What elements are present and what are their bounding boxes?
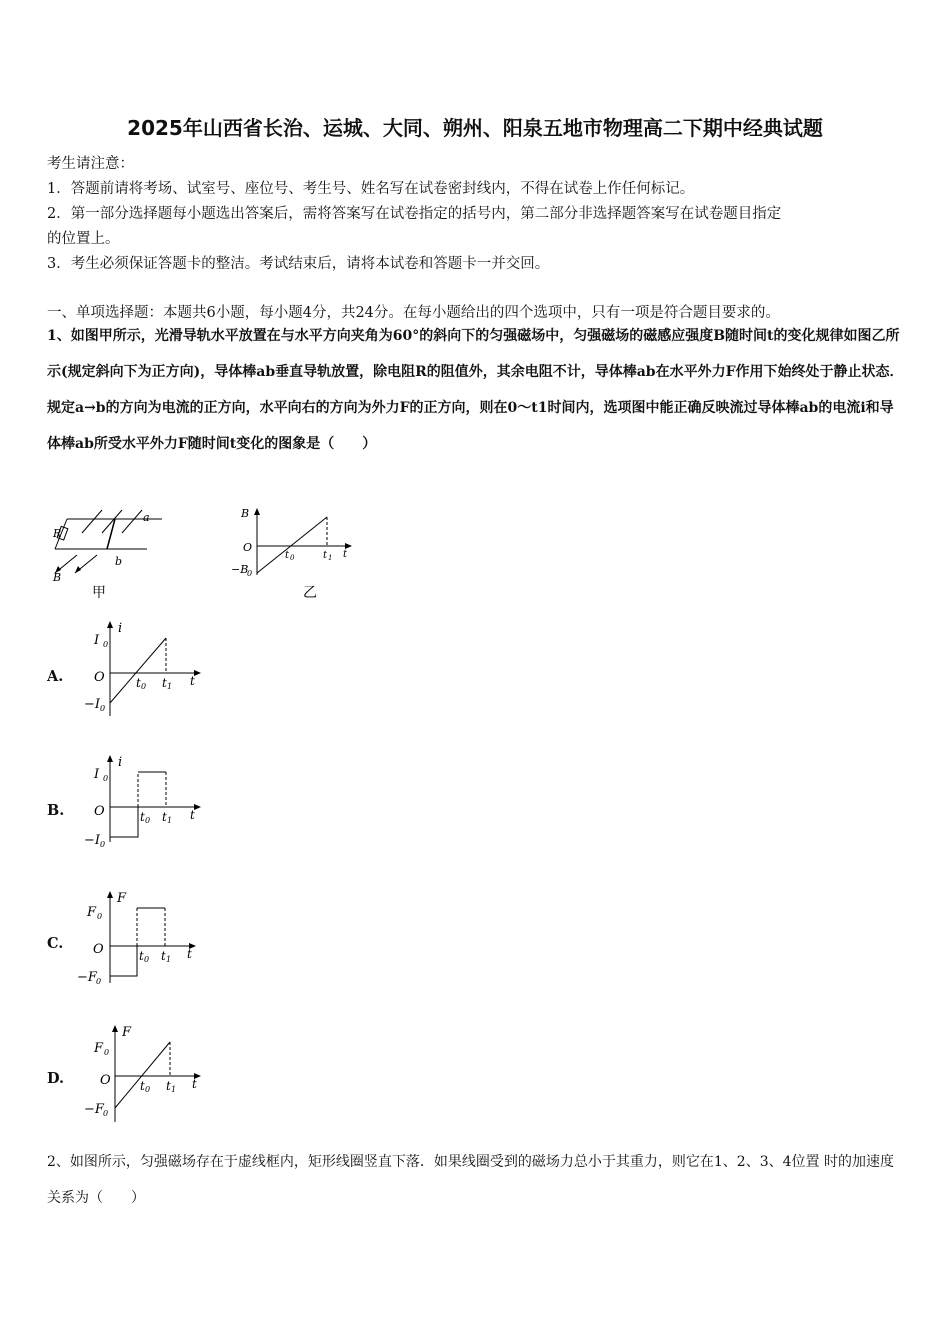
label-neg-B0: −B <box>231 563 249 576</box>
axis-label: F <box>117 891 127 906</box>
sub-label: 0 <box>145 816 151 825</box>
neg-label: −F <box>77 970 97 985</box>
figure-jia <box>47 505 177 600</box>
sub-label: 0 <box>144 955 150 964</box>
question-1-text: 1、如图甲所示，光滑导轨水平放置在与水平方向夹角为60°的斜向下的匀强磁场中，匀强磁场的磁感应强度B随时间t的变化规律如图乙所示(规定斜向下为正方向)，导体棒ab垂直导轨放置，除电阻R的阻值外，其余电阻不计，导体棒ab在水平外力F作用下始终处于静止状态．规定a→b的方向为电流的正方向，水平向右的方向为外力F的正方向，则在0～t1时间内，选项图中能正确反映流过导体棒ab的电流i和导体棒ab所受水平外力F随时间t变化的图象是（ ） <box>47 328 904 452</box>
pos-label: F <box>94 1041 104 1056</box>
t0-label: t <box>136 676 141 690</box>
option-c-label[interactable]: C. <box>47 935 64 952</box>
figure-jia-caption: 甲 <box>92 585 106 600</box>
t1-label: t <box>166 1079 171 1093</box>
t1-label: t <box>161 949 166 963</box>
pos-label: F <box>87 905 97 920</box>
notice-item: 2．第一部分选择题每小题选出答案后，需将答案写在试卷指定的括号内，第二部分非选择题答案写在试卷题目指定 <box>47 206 782 222</box>
label-B: B <box>53 571 62 584</box>
option-a-label[interactable]: A. <box>47 668 64 685</box>
label-B-axis: B <box>241 507 250 520</box>
t0-label: t <box>140 1079 145 1093</box>
label-t-axis: t <box>343 549 348 560</box>
sub-label: 0 <box>103 640 109 649</box>
neg-label: −I <box>84 833 101 848</box>
t1-label: t <box>162 810 167 824</box>
label-sub0: 0 <box>247 569 253 578</box>
sub-label: 0 <box>145 1085 151 1094</box>
sub-label: 1 <box>167 816 173 825</box>
origin-label: O <box>93 942 104 957</box>
axis-label: i <box>118 621 123 636</box>
sub-label: 1 <box>166 955 172 964</box>
figure-yi-caption: 乙 <box>303 585 317 600</box>
axis-label: i <box>118 755 123 770</box>
notice-item: 3．考生必须保证答题卡的整洁。考试结束后，请将本试卷和答题卡一并交回。 <box>47 256 550 272</box>
question-2-text: 2、如图所示，匀强磁场存在于虚线框内，矩形线圈竖直下落．如果线圈受到的磁场力总小于其重力，则它在1、2、3、4位置 时的加速度关系为（ ） <box>47 1154 894 1206</box>
pos-label: I <box>94 633 100 648</box>
label-R: R <box>53 527 62 540</box>
option-d-graph <box>80 1022 210 1127</box>
pos-label: I <box>94 767 100 782</box>
origin-label: O <box>100 1073 111 1088</box>
sub-label: 1 <box>167 682 173 691</box>
notice-heading: 考生请注意： <box>47 156 134 172</box>
neg-label: −F <box>84 1102 104 1117</box>
origin-label: O <box>94 670 105 685</box>
option-b-graph <box>80 752 210 857</box>
t-axis-label: t <box>190 674 195 688</box>
t0-label: t <box>140 810 145 824</box>
label-sub0b: 0 <box>290 554 295 562</box>
label-a: a <box>143 511 150 524</box>
option-a-graph <box>80 618 210 718</box>
option-d-label[interactable]: D. <box>47 1070 65 1087</box>
t-axis-label: t <box>187 947 192 961</box>
notice-item: 的位置上。 <box>47 231 120 247</box>
figure-yi <box>227 505 357 600</box>
t1-label: t <box>162 676 167 690</box>
label-origin: O <box>243 541 253 554</box>
t-axis-label: t <box>190 808 195 822</box>
sub-label: 0 <box>100 840 106 849</box>
notice-item: 1．答题前请将考场、试室号、座位号、考生号、姓名写在试卷密封线内，不得在试卷上作任何标记。 <box>47 181 695 197</box>
label-t1: t <box>323 550 328 561</box>
sub-label: 0 <box>96 977 102 986</box>
option-c-graph <box>75 888 205 993</box>
t0-label: t <box>139 949 144 963</box>
sub-label: 0 <box>104 1048 110 1057</box>
sub-label: 0 <box>103 774 109 783</box>
t-axis-label: t <box>192 1077 197 1091</box>
sub-label: 0 <box>97 912 103 921</box>
sub-label: 1 <box>171 1085 177 1094</box>
label-sub1: 1 <box>328 554 333 562</box>
label-t0: t <box>285 550 290 561</box>
label-b: b <box>115 555 123 568</box>
sub-label: 0 <box>100 704 106 713</box>
sub-label: 0 <box>103 1109 109 1118</box>
origin-label: O <box>94 804 105 819</box>
section-heading: 一、单项选择题：本题共6小题，每小题4分，共24分。在每小题给出的四个选项中，只有一项是符合题目要求的。 <box>47 305 780 321</box>
page-title: 2025年山西省长治、运城、大同、朔州、阳泉五地市物理高二下期中经典试题 <box>127 116 823 140</box>
sub-label: 0 <box>141 682 147 691</box>
axis-label: F <box>122 1025 132 1040</box>
option-b-label[interactable]: B. <box>47 802 65 819</box>
neg-label: −I <box>84 697 101 712</box>
